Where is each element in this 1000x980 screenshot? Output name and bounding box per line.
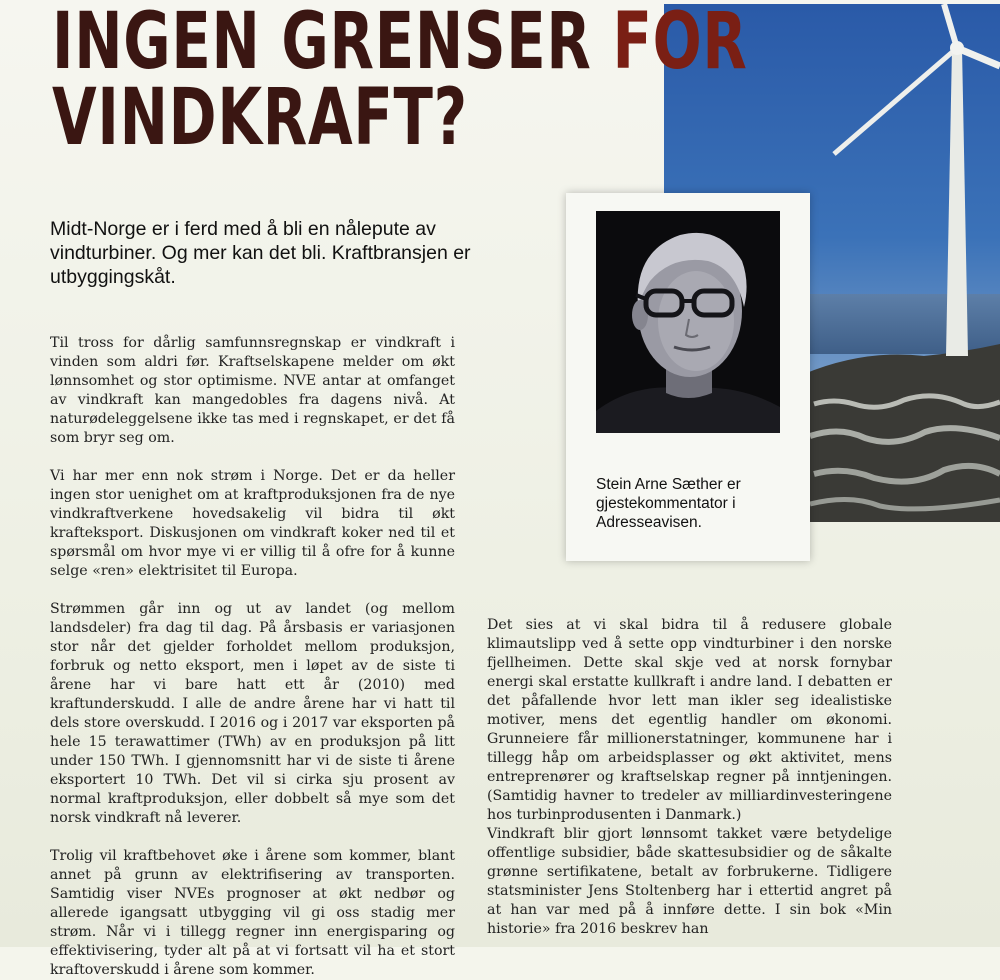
- headline: [52, 0, 748, 163]
- article-paragraph: Til tross for dårlig samfunnsregnskap er vindkraft i vinden som aldri før. Kraftselskapene melder om økt lønnsomhet og stor optimisme. NVE antar at omfanget av vindkraft kan mangedobles fra dagens nivå. At naturødeleggelsene ikke tas med i regnskapet, er det få som bryr seg om.: [50, 335, 455, 446]
- lead-paragraph: Midt-Norge er i ferd med å bli en nålepute av vindturbiner. Og mer kan det bli. Kraftbransjen er utbyggingskåt.: [50, 218, 471, 288]
- article-right-column: [487, 616, 892, 939]
- author-portrait: [596, 211, 780, 433]
- article-paragraph: Det sies at vi skal bidra til å redusere globale klimautslipp ved å sette opp vindturbiner i den norske fjellheimen. Dette skal skje ved at norsk fornybar energi skal erstatte kullkraft i andre land. I debatten er det påfallende hvor lett man ikler seg idealistiske motiver, mens det egentlig handler om økonomi. Grunneiere får millionerstatninger, kommunene har i tillegg håp om arbeidsplasser og økt aktivitet, mens entreprenører og kraftselskap regner på inntjeningen. (Samtidig havner to tredeler av milliardinvesteringene hos turbinprodusenten i Danmark.): [487, 617, 892, 823]
- article-paragraph: Vi har mer enn nok strøm i Norge. Det er da heller ingen stor uenighet om at kraftproduksjonen fra de nye vindkraftverkene hovedsakelig vil bidra til økt krafteksport. Diskusjonen om vindkraft koker ned til et spørsmål om hvor mye vi er villig til å ofre for å kunne selge «ren» elektrisitet til Europa.: [50, 468, 455, 579]
- article-left-column: [50, 334, 455, 980]
- headline-accent-word: FOR: [612, 0, 748, 87]
- author-card: [566, 193, 810, 561]
- headline-line1: INGEN GRENSER FOR: [52, 0, 748, 87]
- article-paragraph: Strømmen går inn og ut av landet (og mellom landsdeler) fra dag til dag. På årsbasis er variasjonen stor når det gjelder forholdet mellom produksjon, forbruk og netto eksport, men i løpet av de siste ti årene har vi bare hatt ett år (2010) med kraftunderskudd. I alle de andre årene har vi hatt til dels store overskudd. I 2016 og i 2017 var eksporten på hele 15 terawattimer (TWh) av en produksjon på litt under 150 TWh. I gjennomsnitt har vi de siste ti årene eksportert 10 TWh. Det vil si cirka sju prosent av normal kraftproduksjon, eller dobbelt så mye som det norsk vindkraft nå leverer.: [50, 601, 455, 826]
- article-paragraph: Trolig vil kraftbehovet øke i årene som kommer, blant annet på grunn av elektrifisering av transporten. Samtidig viser NVEs prognoser at økt nedbør og allerede igangsatt utbygging vil gi oss stadig mer strøm. Når vi i tillegg regner inn energisparing og effektivisering, tyder alt på at vi fortsatt vil ha et stort kraftoverskudd i årene som kommer.: [50, 848, 455, 978]
- headline-line2: VINDKRAFT?: [52, 73, 468, 163]
- article-paragraph: Vindkraft blir gjort lønnsomt takket være betydelige offentlige subsidier, både skattesubsidier og de såkalte grønne sertifikatene, betalt av forbrukerne. Tidligere statsminister Jens Stoltenberg har i ettertid angret på at han var med på å innføre dette. I sin bok «Min historie» fra 2016 beskrev han: [487, 826, 892, 937]
- photo-caption: Stein Arne Sæther er gjestekommentator i Adresseavisen.: [596, 476, 741, 531]
